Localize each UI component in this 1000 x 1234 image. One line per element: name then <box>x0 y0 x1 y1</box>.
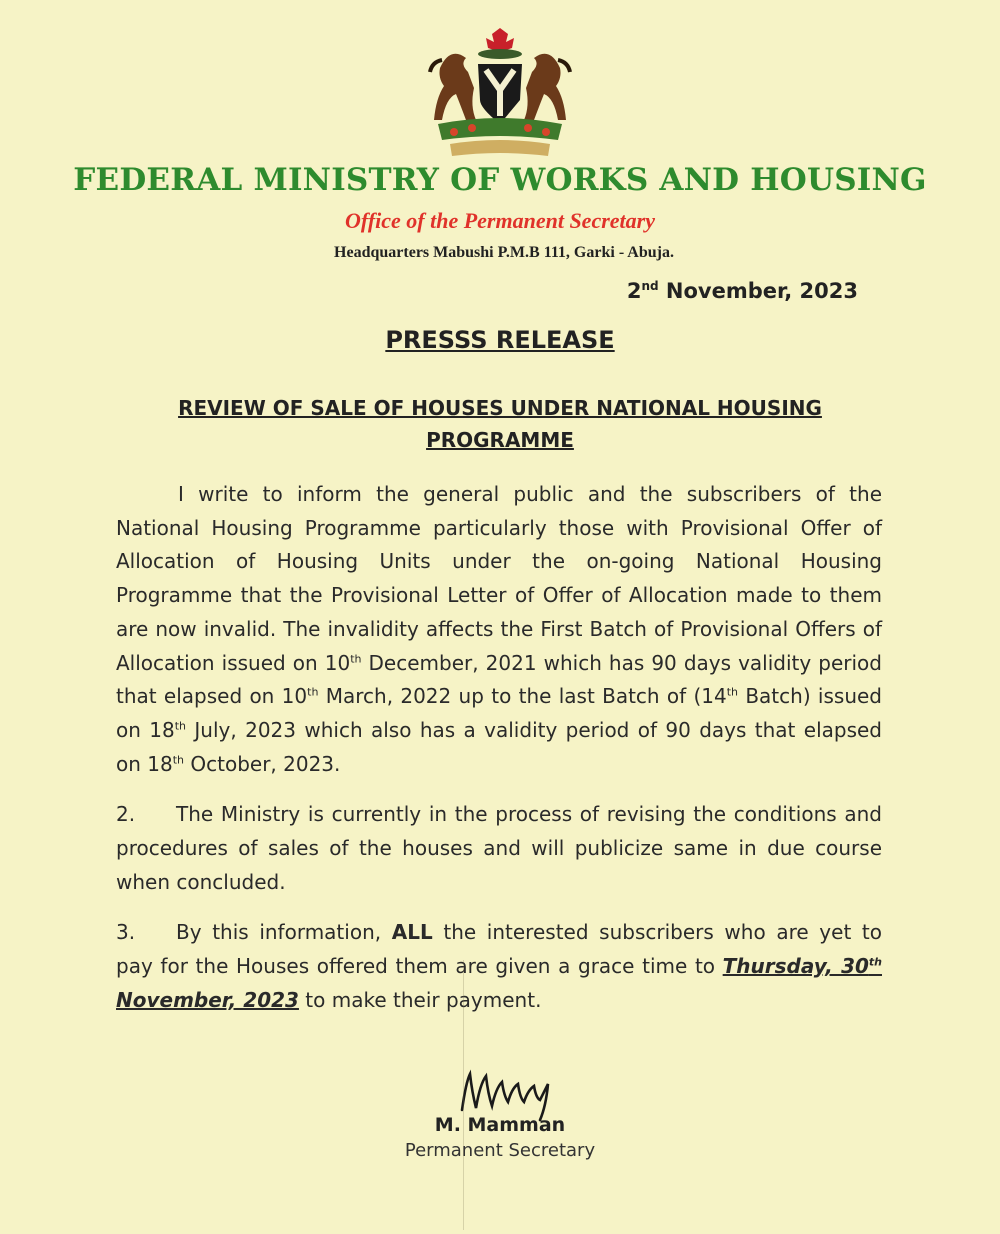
ministry-name: FEDERAL MINISTRY OF WORKS AND HOUSING <box>73 162 927 198</box>
p1-sup-5: th <box>172 752 185 766</box>
deadline-part-2: November, 2023 <box>116 987 299 1012</box>
office-name: Office of the Permanent Secretary <box>345 208 655 233</box>
p1-sup-1: th <box>350 651 362 665</box>
p1-text-2: December, 2021 which has 90 days validity period that elapsed on 10 <box>116 650 882 709</box>
p3-text-3: to make their payment. <box>298 987 542 1012</box>
paragraph-2 <box>116 798 882 899</box>
office-address: Headquarters Mabushi P.M.B 111, Garki - Abuja. <box>334 244 674 261</box>
p3-text-2: the interested subscribers who are yet to pay for the Houses offered them are given a grace time to <box>116 920 882 979</box>
paragraph-1 <box>116 478 882 781</box>
p3-all-emphasis: ALL <box>391 920 433 945</box>
date-rest: November, 2023 <box>658 279 858 303</box>
date-day: 2 <box>626 279 642 303</box>
p1-sup-2: th <box>307 685 319 699</box>
subject-heading: REVIEW OF SALE OF HOUSES UNDER NATIONAL HOUSING PROGRAMME <box>178 396 822 452</box>
p1-sup-3: th <box>726 685 739 699</box>
p2-number: 2. <box>116 802 136 827</box>
p1-text-5: July, 2023 which also has a validity period of 90 days that elapsed on 18 <box>116 717 882 776</box>
p1-text-6: October, 2023. <box>184 751 341 776</box>
p1-text-4: Batch) issued on 18 <box>116 684 882 742</box>
date-suffix: nd <box>641 279 659 293</box>
paragraph-3 <box>116 916 882 1017</box>
signature-mark <box>448 1062 568 1122</box>
release-date <box>627 279 858 303</box>
p1-text-3: March, 2022 up to the last Batch of (14 <box>318 684 727 709</box>
deadline-part-1: Thursday, 30 <box>722 954 869 979</box>
signatory-title: Permanent Secretary <box>404 1140 596 1161</box>
letter-body <box>116 478 882 1018</box>
coat-of-arms-icon <box>420 28 580 163</box>
p2-text: The Ministry is currently in the process of revising the conditions and procedures of sales of the houses and will publicize same in due course when concluded. <box>116 802 882 894</box>
p1-text-1: I write to inform the general public and the subscribers of the National Housing Programme particularly those with Provisional Offer of Allocation of Housing Units under the on-going National Housing Programme that the Provisional Letter of Offer of Allocation made to them are now invalid. The invalidity affects the First Batch of Provisional Offers of Allocation issued on 10 <box>116 482 882 675</box>
release-heading: PRESSS RELEASE <box>385 326 615 354</box>
p3-text-1: By this information, <box>176 920 392 945</box>
signatory-name: M. Mamman <box>434 1114 566 1136</box>
deadline-sup: th <box>868 955 882 969</box>
p3-number: 3. <box>116 920 136 945</box>
paper-fold-line <box>463 960 464 1230</box>
p1-sup-4: th <box>174 719 187 733</box>
